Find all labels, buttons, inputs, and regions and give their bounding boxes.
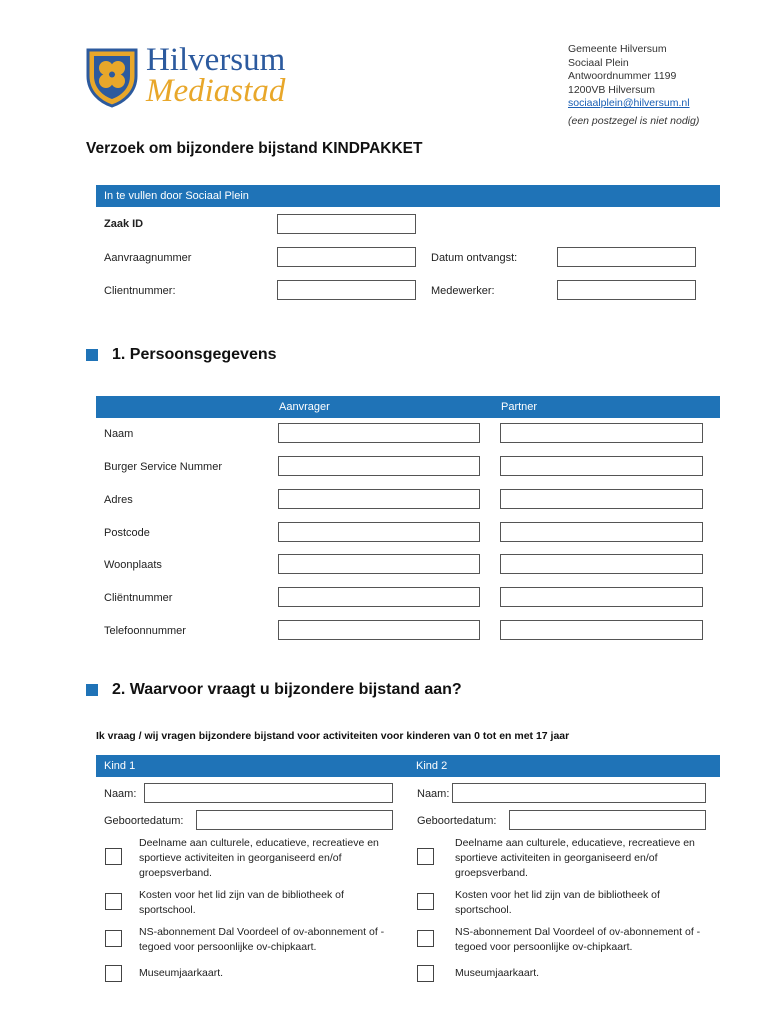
datum-ontvangst-label: Datum ontvangst: (431, 252, 518, 264)
row-label-telefoonnummer: Telefoonnummer (104, 625, 186, 637)
coat-of-arms-icon (84, 46, 140, 108)
kind2-geboortedatum-label: Geboortedatum: (417, 815, 497, 827)
address-line: Antwoordnummer 1199 (568, 70, 677, 82)
section2-title: 2. Waarvoor vraagt u bijzondere bijstand aan? (112, 681, 462, 698)
aanvrager-naam-field[interactable] (278, 423, 480, 443)
kinderen-header-bar (96, 755, 720, 777)
row-label-bsn: Burger Service Nummer (104, 461, 222, 473)
zaak-id-field[interactable] (277, 214, 416, 234)
partner-bsn-field[interactable] (500, 456, 703, 476)
partner-woonplaats-field[interactable] (500, 554, 703, 574)
logo-line1: Hilversum (146, 42, 286, 78)
col-kind2: Kind 2 (416, 760, 448, 772)
option-ov: NS-abonnement Dal Voordeel of ov-abonnement of -tegoed voor persoonlijke ov-chipkaart. (139, 926, 385, 953)
aanvrager-woonplaats-field[interactable] (278, 554, 480, 574)
clientnummer-label: Clientnummer: (104, 285, 176, 297)
kind1-geboortedatum-field[interactable] (196, 810, 393, 830)
hilversum-logo (84, 44, 324, 112)
kind1-naam-field[interactable] (144, 783, 393, 803)
address-line: Sociaal Plein (568, 56, 629, 69)
row-label-adres: Adres (104, 494, 133, 506)
option-activiteiten: Deelname aan culturele, educatieve, recreatieve en sportieve activiteiten in georganiseerd en/of groepsverband. (139, 837, 379, 879)
aanvraagnummer-label: Aanvraagnummer (104, 252, 192, 264)
datum-ontvangst-field[interactable] (557, 247, 696, 267)
option-museumjaarkaart: Museumjaarkaart. (139, 967, 224, 979)
option-activiteiten: Deelname aan culturele, educatieve, recreatieve en sportieve activiteiten in georganiseerd en/of groepsverband. (455, 837, 695, 879)
medewerker-field[interactable] (557, 280, 696, 300)
zaak-id-label: Zaak ID (104, 218, 144, 230)
kind1-ov-checkbox[interactable] (105, 930, 122, 947)
option-museumjaarkaart: Museumjaarkaart. (455, 967, 540, 979)
partner-clientnummer-field[interactable] (500, 587, 703, 607)
option-bibliotheek: Kosten voor het lid zijn van de bibliotheek of sportschool. (455, 889, 660, 916)
kind1-museumjaarkaart-checkbox[interactable] (105, 965, 122, 982)
email-link[interactable]: sociaalplein@hilversum.nl (568, 97, 690, 109)
kind2-naam-label: Naam: (417, 788, 450, 800)
kind1-bibliotheek-checkbox[interactable] (105, 893, 122, 910)
kind2-ov-checkbox[interactable] (417, 930, 434, 947)
col-partner: Partner (501, 401, 538, 413)
row-label-postcode: Postcode (104, 527, 150, 539)
kind2-naam-field[interactable] (452, 783, 706, 803)
option-bibliotheek: Kosten voor het lid zijn van de bibliotheek of sportschool. (139, 889, 344, 916)
section-marker-icon (86, 684, 98, 696)
section2-intro: Ik vraag / wij vragen bijzondere bijstand voor activiteiten voor kinderen van 0 tot en met 17 jaar (96, 730, 570, 742)
kind1-activiteiten-checkbox[interactable] (105, 848, 122, 865)
document-title: Verzoek om bijzondere bijstand KINDPAKKET (86, 140, 423, 157)
aanvrager-adres-field[interactable] (278, 489, 480, 509)
kind2-museumjaarkaart-checkbox[interactable] (417, 965, 434, 982)
logo-line2: Mediastad (146, 73, 286, 109)
row-label-naam: Naam (104, 428, 134, 440)
row-label-clientnummer: Cliëntnummer (104, 592, 173, 604)
office-use-bar: In te vullen door Sociaal Plein (96, 185, 720, 207)
col-kind1: Kind 1 (104, 760, 136, 772)
partner-postcode-field[interactable] (500, 522, 703, 542)
partner-naam-field[interactable] (500, 423, 703, 443)
clientnummer-field[interactable] (277, 280, 416, 300)
partner-telefoon-field[interactable] (500, 620, 703, 640)
kind2-bibliotheek-checkbox[interactable] (417, 893, 434, 910)
option-ov: NS-abonnement Dal Voordeel of ov-abonnement of -tegoed voor persoonlijke ov-chipkaart. (455, 926, 701, 953)
persoonsgegevens-header-bar (96, 396, 720, 418)
postage-note: (een postzegel is niet nodig) (568, 114, 700, 127)
kind1-naam-label: Naam: (104, 788, 137, 800)
aanvrager-telefoon-field[interactable] (278, 620, 480, 640)
address-line: Gemeente Hilversum (568, 43, 667, 55)
kind2-geboortedatum-field[interactable] (509, 810, 706, 830)
section1-title: 1. Persoonsgegevens (112, 346, 277, 363)
kind2-activiteiten-checkbox[interactable] (417, 848, 434, 865)
return-address (568, 43, 699, 128)
row-label-woonplaats: Woonplaats (104, 559, 162, 571)
partner-adres-field[interactable] (500, 489, 703, 509)
section2-heading (86, 681, 462, 699)
address-line: 1200VB Hilversum (568, 83, 655, 96)
kind1-geboortedatum-label: Geboortedatum: (104, 815, 184, 827)
aanvrager-clientnummer-field[interactable] (278, 587, 480, 607)
col-aanvrager: Aanvrager (279, 401, 330, 413)
aanvrager-postcode-field[interactable] (278, 522, 480, 542)
medewerker-label: Medewerker: (431, 285, 495, 297)
aanvraagnummer-field[interactable] (277, 247, 416, 267)
section1-heading (86, 346, 277, 364)
aanvrager-bsn-field[interactable] (278, 456, 480, 476)
section-marker-icon (86, 349, 98, 361)
